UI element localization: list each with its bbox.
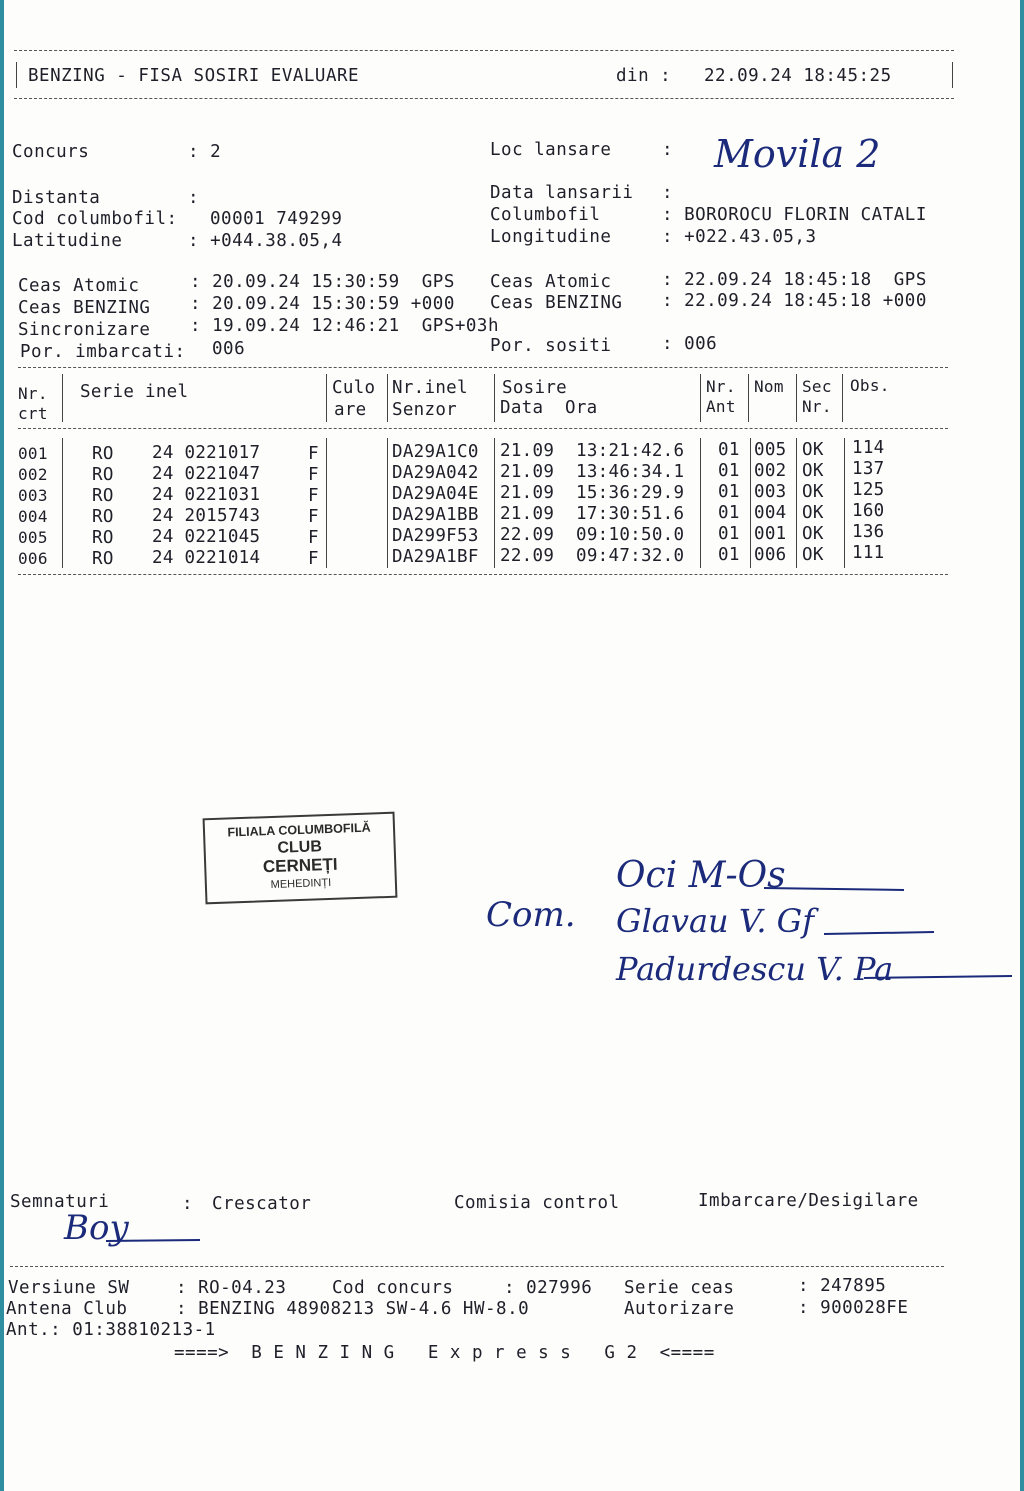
handwritten-loc-lansare: Movila 2	[714, 132, 881, 176]
cell-sec: OK	[802, 482, 824, 502]
col-divider	[796, 438, 797, 568]
col-divider	[62, 374, 63, 422]
cell-sex: F	[308, 465, 319, 485]
handwritten-signature-1: Oci M-Os	[616, 855, 786, 896]
cell-ant: 01	[718, 524, 740, 544]
cell-data: 22.09	[500, 525, 555, 545]
cell-senzor: DA29A1BB	[392, 505, 479, 525]
cell-data: 21.09	[500, 441, 555, 461]
cell-sex: F	[308, 507, 319, 527]
col-divider	[494, 438, 495, 568]
handwritten-comisie: Com.	[486, 895, 576, 935]
cell-nom: 006	[754, 545, 787, 565]
cell-serie: 24 2015743	[152, 506, 261, 526]
header-bottom-rule	[14, 98, 954, 99]
cell-nom: 001	[754, 524, 787, 544]
cell-ant: 01	[718, 482, 740, 502]
cell-obs: 111	[852, 543, 885, 563]
cell-obs: 160	[852, 501, 885, 521]
ceas-atomic-end-value: : 22.09.24 18:45:18 GPS	[662, 270, 927, 290]
cell-sex: F	[308, 528, 319, 548]
comisia-control-label: Comisia control	[454, 1193, 620, 1213]
data-lansarii-colon: :	[662, 183, 674, 203]
cell-ora: 15:36:29.9	[576, 483, 685, 503]
receipt-paper	[4, 0, 1020, 1491]
columbofil-value: : BOROROCU FLORIN CATALI	[662, 205, 927, 225]
cell-sex: F	[308, 549, 319, 569]
cell-tara: RO	[92, 549, 114, 569]
cod-concurs-label: Cod concurs	[332, 1278, 454, 1298]
longitudine-label: Longitudine	[490, 227, 612, 247]
footer-rule	[10, 1266, 944, 1267]
sincronizare-label: Sincronizare	[18, 320, 151, 340]
cell-nom: 003	[754, 482, 787, 502]
cell-crt: 002	[18, 465, 48, 484]
header-sec-1: Sec	[802, 377, 832, 396]
col-divider	[700, 438, 701, 568]
header-data-ora: Data Ora	[500, 398, 598, 418]
col-divider	[387, 374, 388, 422]
porumbei-imbarcati-value: 006	[212, 339, 246, 359]
stamp-line-3: CERNEȚI	[262, 854, 338, 877]
porumbei-sositi-label: Por. sositi	[490, 336, 612, 356]
cell-tara: RO	[92, 528, 114, 548]
header-obs: Obs.	[850, 376, 890, 395]
cell-crt: 005	[18, 528, 48, 547]
col-divider	[494, 374, 495, 422]
distanta-label: Distanta	[12, 188, 101, 208]
cod-columbofil-label: Cod columbofil:	[12, 209, 178, 229]
data-lansarii-label: Data lansarii	[490, 183, 634, 203]
cell-data: 21.09	[500, 462, 555, 482]
cell-nom: 005	[754, 440, 787, 460]
print-datetime: 22.09.24 18:45:25	[704, 66, 892, 86]
cell-sec: OK	[802, 545, 824, 565]
cell-data: 22.09	[500, 546, 555, 566]
signature-strokes	[744, 878, 1014, 988]
cell-serie: 24 0221017	[152, 443, 261, 463]
cell-data: 21.09	[500, 483, 555, 503]
header-serie-inel: Serie inel	[80, 382, 189, 402]
cell-obs: 137	[852, 459, 885, 479]
cell-senzor: DA29A1BF	[392, 547, 479, 567]
cell-serie: 24 0221031	[152, 485, 261, 505]
antena-id-line: Ant.: 01:38810213-1	[6, 1320, 216, 1340]
cell-ora: 09:10:50.0	[576, 525, 685, 545]
semnaturi-colon: :	[182, 1194, 194, 1214]
col-divider	[750, 438, 751, 568]
table-bottom-rule	[18, 574, 948, 575]
cell-senzor: DA29A04E	[392, 484, 479, 504]
cell-tara: RO	[92, 486, 114, 506]
autorizare-label: Autorizare	[624, 1299, 735, 1319]
cell-serie: 24 0221014	[152, 548, 261, 568]
ceas-atomic-start-value: : 20.09.24 15:30:59 GPS	[190, 272, 455, 292]
crescator-label: Crescator	[212, 1194, 312, 1214]
ceas-benzing-start-label: Ceas BENZING	[18, 298, 151, 318]
header-left-border	[16, 62, 17, 88]
col-divider	[748, 374, 749, 422]
cell-crt: 006	[18, 549, 48, 568]
cell-senzor: DA29A042	[392, 463, 479, 483]
cell-tara: RO	[92, 465, 114, 485]
antena-club-label: Antena Club	[6, 1299, 128, 1319]
porumbei-sositi-value: : 006	[662, 334, 718, 354]
cell-ora: 13:46:34.1	[576, 462, 685, 482]
cell-obs: 125	[852, 480, 885, 500]
signature-underline	[104, 1236, 204, 1246]
cell-obs: 136	[852, 522, 885, 542]
col-divider	[62, 438, 63, 568]
loc-lansare-colon: :	[662, 140, 674, 160]
latitudine-label: Latitudine	[12, 231, 123, 251]
cell-sec: OK	[802, 524, 824, 544]
cell-sec: OK	[802, 440, 824, 460]
header-nr-ant-2: Ant	[706, 397, 736, 416]
cell-data: 21.09	[500, 504, 555, 524]
cell-senzor: DA29A1C0	[392, 442, 479, 462]
ceas-benzing-end-label: Ceas BENZING	[490, 293, 623, 313]
date-label: din :	[616, 66, 672, 86]
ceas-atomic-end-label: Ceas Atomic	[490, 272, 612, 292]
versiune-sw-label: Versiune SW	[8, 1278, 130, 1298]
sincronizare-value: : 19.09.24 12:46:21 GPS+03h	[190, 316, 500, 336]
header-top-rule	[14, 50, 954, 51]
col-divider	[326, 374, 327, 422]
porumbei-imbarcati-label: Por. imbarcati:	[20, 342, 186, 362]
latitudine-value: : +044.38.05,4	[188, 231, 343, 251]
col-divider	[796, 374, 797, 422]
brand-line: ====> B E N Z I N G E x p r e s s G 2 <====	[174, 1343, 715, 1363]
handwritten-signature-3: Padurdescu V. Pa	[616, 950, 894, 988]
document-title: BENZING - FISA SOSIRI EVALUARE	[28, 66, 360, 86]
cell-ora: 13:21:42.6	[576, 441, 685, 461]
cell-ant: 01	[718, 503, 740, 523]
cell-ant: 01	[718, 545, 740, 565]
cell-crt: 001	[18, 444, 48, 463]
columbofil-label: Columbofil	[490, 205, 601, 225]
loc-lansare-label: Loc lansare	[490, 140, 612, 160]
cod-concurs-value: : 027996	[504, 1278, 593, 1298]
col-divider	[700, 374, 701, 422]
header-culoare-2: are	[334, 400, 367, 420]
stamp-line-2: CLUB	[277, 838, 323, 857]
cell-sex: F	[308, 444, 319, 464]
header-crt: crt	[18, 404, 48, 423]
stamp-line-1: FILIALA COLUMBOFILĂ	[227, 820, 371, 840]
header-nr-ant-1: Nr.	[706, 377, 736, 396]
header-sec-2: Nr.	[802, 397, 832, 416]
cell-serie: 24 0221045	[152, 527, 261, 547]
handwritten-signature-2: Glavau V. Gf	[616, 902, 815, 940]
autorizare-value: : 900028FE	[798, 1298, 909, 1318]
cell-nom: 004	[754, 503, 787, 523]
serie-ceas-label: Serie ceas	[624, 1278, 735, 1298]
table-top-rule	[18, 367, 948, 368]
cell-sec: OK	[802, 461, 824, 481]
cell-sec: OK	[802, 503, 824, 523]
header-sosire: Sosire	[502, 378, 568, 398]
semnaturi-label: Semnaturi	[10, 1192, 110, 1212]
cell-crt: 004	[18, 507, 48, 526]
ceas-atomic-start-label: Ceas Atomic	[18, 276, 140, 296]
col-divider	[842, 374, 843, 422]
club-stamp	[203, 812, 398, 905]
stamp-line-4: MEHEDINȚI	[270, 876, 332, 892]
versiune-sw-value: : RO-04.23	[176, 1278, 287, 1298]
antena-club-value: : BENZING 48908213 SW-4.6 HW-8.0	[176, 1299, 530, 1319]
distanta-value: :	[188, 188, 200, 208]
cell-nom: 002	[754, 461, 787, 481]
serie-ceas-value: : 247895	[798, 1276, 887, 1296]
col-divider	[326, 438, 327, 568]
cell-ora: 09:47:32.0	[576, 546, 685, 566]
cell-crt: 003	[18, 486, 48, 505]
longitudine-value: : +022.43.05,3	[662, 227, 817, 247]
imbarcare-desigilare-label: Imbarcare/Desigilare	[698, 1191, 919, 1211]
header-nr-inel: Nr.inel	[392, 378, 468, 398]
cell-senzor: DA299F53	[392, 526, 479, 546]
cell-obs: 114	[852, 438, 885, 458]
cell-ant: 01	[718, 461, 740, 481]
cell-serie: 24 0221047	[152, 464, 261, 484]
cod-columbofil-value: 00001 749299	[210, 209, 343, 229]
cell-sex: F	[308, 486, 319, 506]
header-nom: Nom	[754, 377, 784, 396]
col-divider	[387, 438, 388, 568]
cell-ant: 01	[718, 440, 740, 460]
handwritten-crescator-signature: Boy	[64, 1208, 129, 1248]
cell-tara: RO	[92, 507, 114, 527]
concurs-label: Concurs	[12, 142, 90, 162]
header-culoare-1: Culo	[332, 378, 376, 398]
col-divider	[844, 438, 845, 568]
header-right-border	[952, 62, 953, 88]
ceas-benzing-start-value: : 20.09.24 15:30:59 +000	[190, 294, 455, 314]
concurs-value: : 2	[188, 142, 222, 162]
header-senzor: Senzor	[392, 400, 458, 420]
cell-ora: 17:30:51.6	[576, 504, 685, 524]
cell-tara: RO	[92, 444, 114, 464]
header-nr: Nr.	[18, 384, 48, 403]
ceas-benzing-end-value: : 22.09.24 18:45:18 +000	[662, 291, 927, 311]
table-header-rule	[18, 428, 948, 429]
